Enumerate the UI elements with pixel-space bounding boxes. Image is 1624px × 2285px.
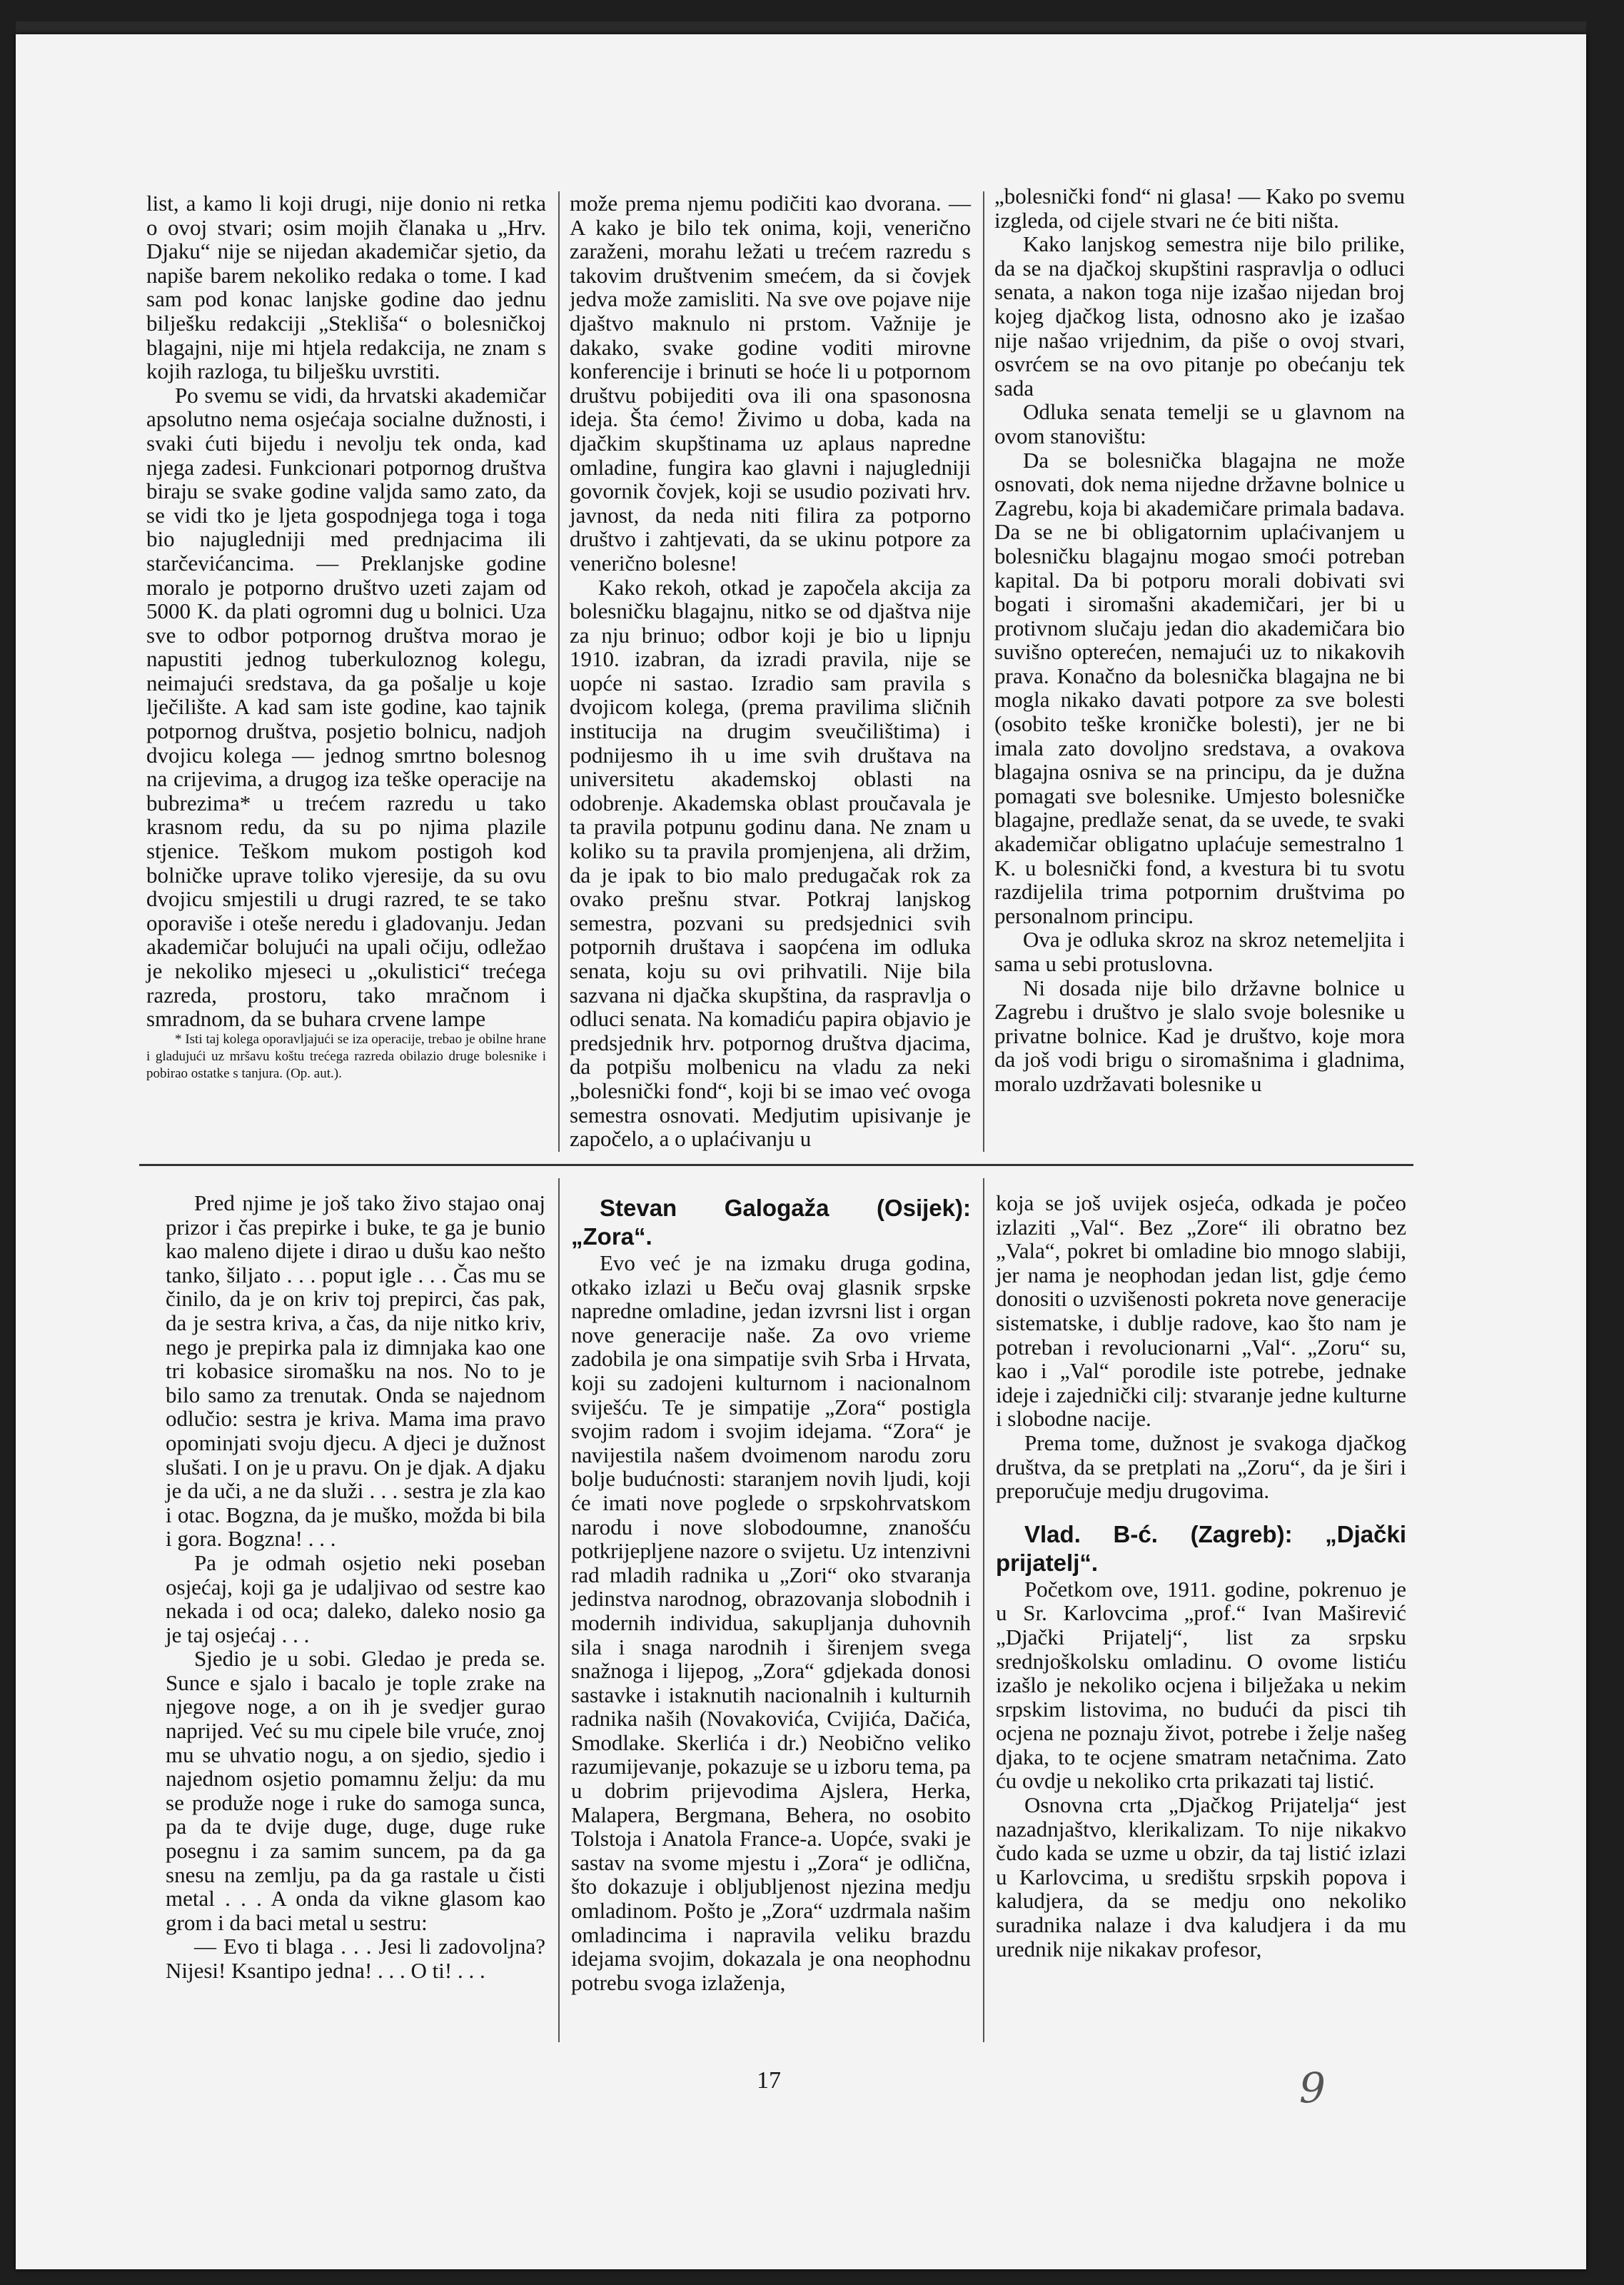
paragraph: Pred njime je još tako živo stajao onaj prizor i čas prepirke i buke, te ga je bunio kao maleno dijete i dirao u dušu kao nešto tanko, šiljato . . . poput igle . . . Čas mu se činilo, da je on kriv toj prepirci, čas pak, da je sestra kriva, a čas, da nije nitko kriv, nego je prepirka pala iz dimnjaka kao one tri kobasice siromašku na nos. No to je bilo samo za trenutak. Onda se najednom odlučio: sestra je kriva. Mama ima pravo opominjati svoju djecu. A djeci je dužnost slušati. I on je u pravu. On je djak. A djaku je da uči, a ne da služi . . . sestra je zla kao i otac. Bogzna, da je muško, možda bi bila i gora. Bogzna! . . . — [166, 1190, 545, 1552]
paragraph: Da se bolesnička blagajna ne može osnovati, dok nema nijedne državne bolnice u Zagrebu, koja bi akademičare primala badava. Da se ne bi obligatornim uplaćivanjem u bolesničku blagajnu mogao smoći potreban kapital. Da bi potporu morali dobivati svi bogati i siromašni akademičari, jer bi u protivnom slučaju jedan dio akademičara bio suvišno opterećen, nemajući uz to nikakovih prava. Konačno da bolesnička blagajna ne bi mogla nikako davati potpore za sve bolesti (osobito teške kroničke bolesti), jer ne bi imala zato dovoljno sredstava, a ovakova blagajna osniva se na principu, da je dužna pomagati sve bolesnike. Umjesto bolesničke blagajne, predlaže senat, da se uvede, te svaki akademičar obligatno uplaćuje semestralno 1 K. u bolesnički fond, a kvestura bi tu svotu razdijelila trima potpornim društvima po personalnom principu. — [994, 447, 1405, 928]
upper-column-3 — [994, 184, 1405, 1096]
paragraph: Osnovna crta „Djačkog Prijatelja“ jest nazadnjaštvo, klerikalizam. To nije nikakvo čudo kada se uzme u obzir, da taj listić izlazi u Karlovcima, u središtu srpskih popova i kaludjera, da se medju ono nekoliko suradnika nalaze i dva kaludjera i da mu urednik nije nikakav profesor, — [996, 1792, 1406, 1962]
paragraph: Pa je odmah osjetio neki poseban osjećaj, koji ga je udaljivao od sestre kao nekada i od oca; daleko, daleko nosio ga je taj osjećaj . . . — [166, 1550, 545, 1647]
paragraph: Kako rekoh, otkad je započela akcija za bolesničku blagajnu, nitko se od djaštva nije za nju brinuo; odbor koji je bio u lipnju 1910. izabran, da izradi pravila, nije se uopće ni sastao. Izradio sam pravila s dvojicom kolega, (prema pravilima sličnih institucija na drugim sveučilištima) i podnijesmo ih u ime svih društava na universitetu akademskoj oblasti na odobrenje. Akademska oblast proučavala je ta pravila potpunu godinu dana. Ne znam u koliko su ta pravila promjenjena, ali držim, da je ipak to bio malo predugačak rok za ovako prešnu stvar. Potkraj lanjskog semestra, pozvani su predsjednici svih potpornih društava i saopćena im odluka senata, koju su ovi prihvatili. Nije bila sazvana ni djačka skupština, da raspravlja o odluci senata. Na komadiću papira objavio je predsjednik hrv. potpornog društva djacima, da potpišu molbenicu na vladu za neki „bolesnički fond“, koji bi se imao već ovoga semestra osnovati. Medjutim upisivanje je započelo, a o uplaćivanju u — [570, 574, 971, 1152]
paragraph: Ova je odluka skroz na skroz netemeljita i sama u sebi protuslovna. — [994, 927, 1405, 976]
handwritten-mark: 9 — [1299, 2064, 1326, 2112]
page-number: 17 — [757, 2067, 781, 2094]
lower-column-3 — [996, 1191, 1406, 1961]
column-divider — [983, 191, 984, 1152]
paragraph: Sjedio je u sobi. Gledao je preda se. Sunce e sjalo i bacalo je tople zrake na njegove noge, a on ih je svedjer gurao naprijed. Već su mu cipele bile vruće, znoj mu se uhvatio nogu, a on sjedio, sjedio i najednom osjetio pomamnu želju: da mu se produže noge i ruke do samoga sunca, pa da te dvije duge, duge, duge ruke posegnu i za samim suncem, pa da ga snesu na zemlju, pa da ga rastale u čisti metal . . . A onda da vikne glasom kao grom i da baci metal u sestru: — [166, 1646, 545, 1935]
paragraph: „bolesnički fond“ ni glasa! — Kako po svemu izgleda, od cijele stvari ne će biti ništa. — [994, 184, 1405, 233]
paragraph: Ni dosada nije bilo državne bolnice u Zagrebu i društvo je slalo svoje bolesnike u privatne bolnice. Kad je društvo, koje mora da još vodi brigu o siromašnima i gladnima, moralo uzdržavati bolesnike u — [994, 975, 1405, 1096]
article-heading: Vlad. B-ć. (Zagreb): „Djački prijatelj“. — [996, 1520, 1406, 1576]
column-divider — [983, 1178, 984, 2042]
paragraph: Po svemu se vidi, da hrvatski akademičar apsolutno nema osjećaja socialne dužnosti, i svaki ćuti bijedu i nevolju tek onda, kad njega zadesi. Funkcionari potpornog društva biraju se svake godine valjda samo zato, da se vidi tko je ljeta gospodnjega toga i toga bio najugledniji med prednjacima ili starčevićancima. — Preklanjske godine moralo je potporno društvo uzeti zajam od 5000 K. da plati ogromni dug u bolnici. Uza sve to odbor potpornog društva morao je napustiti jednog tuberkuloznog kolegu, neimajući sredstava, da ga pošalje u koje lječilište. A kad sam iste godine, kao tajnik potpornog društva, posjetio bolnicu, nadjoh dvojicu kolega — jednog smrtno bolesnog na crijevima, a drugog iza teške operacije na bubrezima* u trećem razredu u tako krasnom redu, da su po njima plazile stjenice. Teškom mukom postigoh kod bolničke uprave toliko vjeresije, da su ovu dvojicu smjestili u drugi razred, te se tako oporaviše i oteše neredu i gladovanju. Jedan akademičar bolujući na upali očiju, odležao je nekoliko mjeseci u „okulistici“ trećega razreda, prostoru, tako mračnom i smradnom, da se buhara crvene lampe — [146, 382, 546, 1032]
footnote: * Isti taj kolega oporavljajući se iza operacije, trebao je obilne hrane i gladujući uz mršavu koštu trećega razreda obilazio druge bolesnike i pobirao ostatke s tanjura. (Op. aut.). — [146, 1031, 546, 1081]
upper-column-2 — [570, 191, 971, 1151]
paragraph: može prema njemu podičiti kao dvorana. — A kako je bilo tek onima, koji, venerično zaraženi, morahu ležati u trećem razredu s takovim društvenim smećem, da si čovjek jedva može zamisliti. Na sve ove pojave nije djaštvo maknulo ni prstom. Važnije je dakako, svake godine voditi mirovne konferencije i brinuti se hoće li u potpornom društvu pobijediti ova ili ona spasonosna ideja. Šta ćemo! Živimo u doba, kada na djačkim skupštinama uz aplaus napredne omladine, fungira kao glavni i najugledniji govornik čovjek, koji se usudio pozivati hrv. javnost, da neda niti filira za potporno društvo i zahtjevati, da se ukinu potpore za venerično bolesne! — [570, 191, 971, 576]
paragraph: list, a kamo li koji drugi, nije donio ni retka o ovoj stvari; osim mojih članaka u „Hrv. Djaku“ nije se nijedan akademičar sjetio, da napiše barem nekoliko redaka o tome. I kad sam pod konac lanjske godine dao jednu bilješku redakciji „Stekliša“ o bolesničkoj blagajni, nije mi htjela redakcija, ne znam s kojih razloga, tu bilješku uvrstiti. — [146, 191, 546, 384]
lower-column-2 — [571, 1194, 971, 1994]
article-heading: Stevan Galogaža (Osijek): „Zora“. — [571, 1195, 971, 1250]
paragraph: Odluka senata temelji se u glavnom na ovom stanovištu: — [994, 399, 1405, 448]
paragraph: koja se još uvijek osjeća, odkada je počeo izlaziti „Val“. Bez „Zore“ ili obratno bez „Vala“, pokret bi omladine bio mnogo slabiji, jer nama je neophodan jedan list, gdje ćemo donositi o uzvišenosti pokreta nove generacije sistematske, i dublje radove, kao što nam je potreban i revolucionarni „Val“. „Zoru“ su, kao i „Val“ porodile iste potrebe, jednake ideje i zajednički cilj: stvaranje jedne kulturne i slobodne nacije. — [996, 1190, 1406, 1432]
paragraph: Kako lanjskog semestra nije bilo prilike, da se na djačkoj skupštini raspravlja o odluci senata, a nakon toga nije izašao nijedan broj kojeg djačkog lista, odnosno ako je izašao nije našao vrijednim, da piše o ovoj stvari, osvrćem se na ovo pitanje po obećanju tek sada — [994, 231, 1405, 401]
upper-column-1 — [146, 191, 546, 1083]
column-divider — [558, 1178, 560, 2042]
column-divider — [558, 191, 560, 1152]
lower-column-1 — [166, 1191, 545, 1983]
paragraph: — Evo ti blaga . . . Jesi li zadovoljna? Nijesi! Ksantipo jedna! . . . O ti! . . . — [166, 1934, 545, 1983]
paragraph: Početkom ove, 1911. godine, pokrenuo je u Sr. Karlovcima „prof.“ Ivan Maširević „Djački Prijatelj“, list za srpsku srednjoškolsku omladinu. O ovome listiću izašlo je nekoliko ocjena i bilježaka u nekim srpskim listovima, no budući da pisci tih ocjena ne poznaju život, potrebe i želje našeg djaka, to te ocjene smatram netačnima. Zato ću ovdje u nekoliko crta prikazati taj listić. — [996, 1576, 1406, 1794]
section-divider — [139, 1164, 1413, 1166]
paragraph: Evo već je na izmaku druga godina, otkako izlazi u Beču ovaj glasnik srpske napredne omladine, jedan izvrsni list i organ nove generacije naše. Za ovo vrieme zadobila je ona simpatije svih Srba i Hrvata, koji su zadojeni kulturnom i nacionalnom sviješću. Te je simpatije „Zora“ postigla svojim radom i svojim idejama. “Zora“ je navijestila našem dvoimenom narodu zoru bolje budućnosti: staranjem novih ljudi, koji će imati nove poglede o srpskohrvatskom narodu i nove slobodoumne, znanošću potkrijepljene nazore o svijetu. Uz intenzivni rad mladih radnika u „Zori“ oko stvaranja jedinstva narodnog, obrazovanja slobodnih i modernih individua, sakupljanja duhovnih sila i snaga narodnih i širenjem svega snažnoga i lijepog, „Zora“ gdjekada donosi sastavke i istaknutih nacionalnih i kulturnih radnika naših (Novakovića, Cvijića, Dačića, Smodlake. Skerlića i dr.) Neobično veliko razumijevanje, pokazuje se u izboru tema, pa u dobrim prijevodima Ajslera, Herka, Malapera, Bergmana, Behera, no osobito Tolstoja i Anatola France-a. Uopće, svaki je sastav na svome mjestu i „Zora“ je odlična, što dokazuje i obljubljenost njezina medju omladinom. Pošto je „Zora“ uzdrmala našim omladincima i napravila veliku brazdu idejama svojim, dokazala je ona neophodnu potrebu svoga izlaženja, — [571, 1250, 971, 1995]
paragraph: Prema tome, dužnost je svakoga djačkog društva, da se pretplati na „Zoru“, da je širi i preporučuje medju drugovima. — [996, 1430, 1406, 1504]
